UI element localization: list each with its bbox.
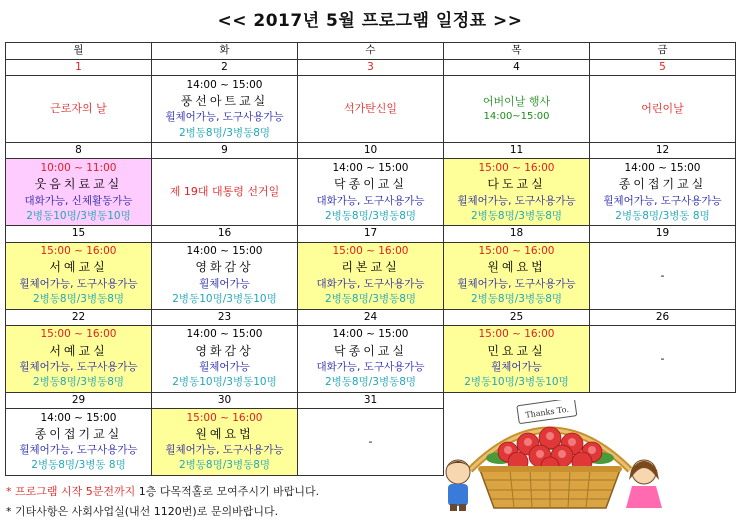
program-availability: 대화가능, 도구사용가능 (316, 194, 425, 207)
program-name: 영화감상 (195, 343, 254, 358)
date-number: 2 (152, 60, 298, 76)
program-capacity: 2병동8명/3병동8명 (470, 209, 563, 222)
date-number: 24 (298, 309, 444, 325)
program-time: 15:00 ~ 16:00 (478, 328, 555, 341)
date-number: 17 (298, 226, 444, 242)
program-cell (6, 325, 152, 392)
program-cell (6, 242, 152, 309)
program-time: 14:00 ~ 15:00 (186, 245, 263, 258)
date-row (6, 143, 736, 159)
date-number: 8 (6, 143, 152, 159)
program-cell (298, 325, 444, 392)
flower-basket-illustration (430, 400, 670, 512)
event-time: 14:00~15:00 (483, 110, 550, 122)
note-start-time: * 프로그램 시작 5분전까지 (6, 485, 136, 498)
program-availability: 휠체어가능, 도구사용가능 (19, 444, 138, 457)
date-number: 5 (590, 60, 736, 76)
program-name: 닥종이교실 (334, 177, 407, 192)
date-number: 10 (298, 143, 444, 159)
program-availability: 휠체어가능 (491, 360, 542, 373)
program-time: 14:00 ~ 15:00 (624, 161, 701, 174)
weekday-header: 금 (590, 43, 736, 60)
program-cell (152, 159, 298, 226)
program-cell (6, 159, 152, 226)
program-cell (444, 242, 590, 309)
note-contact: * 기타사항은 사회사업실(내선 1120번)로 문의바랍니다. (6, 505, 279, 518)
holiday-label: 근로자의 날 (50, 102, 107, 116)
program-name: 닥종이교실 (334, 343, 407, 358)
weekday-header: 월 (6, 43, 152, 60)
program-capacity: 2병동8명/3병동8명 (324, 209, 417, 222)
date-number: 16 (152, 226, 298, 242)
event-label: 어버이날 행사 (482, 95, 551, 108)
weekday-header: 화 (152, 43, 298, 60)
program-time: 10:00 ~ 11:00 (40, 161, 117, 174)
no-program: - (660, 351, 665, 365)
date-number: 25 (444, 309, 590, 325)
program-row (6, 76, 736, 143)
no-program: - (368, 435, 373, 449)
program-cell (590, 242, 736, 309)
program-capacity: 2병동10명/3병동10명 (172, 292, 277, 305)
program-time: 14:00 ~ 15:00 (332, 328, 409, 341)
program-row (6, 242, 736, 309)
date-number: 3 (298, 60, 444, 76)
program-cell (152, 325, 298, 392)
program-name: 종이접기교실 (34, 426, 123, 441)
program-capacity: 2병동8명/3병동8명 (32, 292, 125, 305)
weekday-header-row (6, 43, 736, 60)
program-cell (298, 242, 444, 309)
program-capacity: 2병동8명/3병동8명 (32, 376, 125, 389)
program-availability: 휠체어가능, 도구사용가능 (457, 277, 576, 290)
program-cell (444, 76, 590, 143)
date-row (6, 226, 736, 242)
date-number: 29 (6, 392, 152, 408)
program-time: 15:00 ~ 16:00 (332, 245, 409, 258)
program-time: 15:00 ~ 16:00 (186, 411, 263, 424)
program-capacity: 2병동8명/3병동8명 (324, 292, 417, 305)
program-capacity: 2병동8명/3병동 8명 (615, 209, 710, 222)
program-cell (298, 76, 444, 143)
program-cell (444, 325, 590, 392)
program-capacity: 2병동8명/3병동8명 (324, 376, 417, 389)
date-number: 1 (6, 60, 152, 76)
date-number: 11 (444, 143, 590, 159)
program-name: 종이접기교실 (618, 177, 707, 192)
program-time: 14:00 ~ 15:00 (186, 78, 263, 91)
program-cell (6, 76, 152, 143)
program-cell (444, 159, 590, 226)
program-capacity: 2병동10명/3병동10명 (172, 376, 277, 389)
program-cell (590, 325, 736, 392)
date-number: 30 (152, 392, 298, 408)
date-number: 19 (590, 226, 736, 242)
program-capacity: 2병동8명/3병동8명 (178, 459, 271, 472)
program-capacity: 2병동10명/3병동10명 (26, 209, 131, 222)
no-program: - (660, 268, 665, 282)
program-name: 풍선아트교실 (180, 93, 269, 108)
program-availability: 휠체어가능, 도구사용가능 (19, 360, 138, 373)
program-availability: 대화가능, 도구사용가능 (316, 277, 425, 290)
program-row (6, 325, 736, 392)
program-name: 다도교실 (487, 177, 546, 192)
program-capacity: 2병동10명/3병동10명 (464, 376, 569, 389)
program-cell (152, 409, 298, 476)
program-time: 15:00 ~ 16:00 (478, 245, 555, 258)
holiday-label: 석가탄신일 (343, 102, 398, 116)
date-number: 4 (444, 60, 590, 76)
program-availability: 휠체어가능 (199, 360, 250, 373)
date-number: 9 (152, 143, 298, 159)
program-cell (298, 409, 444, 476)
program-name: 리본교실 (341, 260, 400, 275)
program-availability: 대화가능, 신체활동가능 (24, 194, 133, 207)
basket-sign-text: Thanks To. (524, 404, 570, 420)
program-time: 15:00 ~ 16:00 (478, 161, 555, 174)
program-time: 15:00 ~ 16:00 (40, 328, 117, 341)
program-cell (590, 159, 736, 226)
date-number: 12 (590, 143, 736, 159)
program-time: 14:00 ~ 15:00 (186, 328, 263, 341)
program-row (6, 159, 736, 226)
note-gathering: 1층 다목적홀로 모여주시기 바랍니다. (135, 485, 320, 498)
program-time: 14:00 ~ 15:00 (40, 411, 117, 424)
date-number: 15 (6, 226, 152, 242)
program-availability: 휠체어가능, 도구사용가능 (603, 194, 722, 207)
program-cell (152, 76, 298, 143)
date-number: 23 (152, 309, 298, 325)
program-cell (6, 409, 152, 476)
program-availability: 휠체어가능, 도구사용가능 (165, 444, 284, 457)
program-cell (152, 242, 298, 309)
program-availability: 휠체어가능, 도구사용가능 (165, 111, 284, 124)
program-cell (298, 159, 444, 226)
holiday-label: 어린이날 (641, 102, 684, 116)
program-capacity: 2병동8명/3병동8명 (470, 292, 563, 305)
date-number: 22 (6, 309, 152, 325)
program-name: 영화감상 (195, 260, 254, 275)
holiday-label: 제 19대 대통령 선거일 (169, 185, 280, 199)
program-name: 서예교실 (49, 343, 108, 358)
program-name: 웃음치료교실 (34, 177, 123, 192)
date-number: 31 (298, 392, 444, 408)
program-cell (590, 76, 736, 143)
program-availability: 휠체어가능 (199, 277, 250, 290)
program-name: 원예요법 (195, 426, 254, 441)
page-title: << 2017년 5월 프로그램 일정표 >> (217, 11, 523, 31)
weekday-header: 목 (444, 43, 590, 60)
date-number: 26 (590, 309, 736, 325)
date-row (6, 60, 736, 76)
program-capacity: 2병동8명/3병동8명 (178, 126, 271, 139)
program-name: 원예요법 (487, 260, 546, 275)
weekday-header: 수 (298, 43, 444, 60)
date-row (6, 309, 736, 325)
notes (6, 482, 319, 522)
program-availability: 휠체어가능, 도구사용가능 (19, 277, 138, 290)
program-time: 15:00 ~ 16:00 (40, 245, 117, 258)
program-capacity: 2병동8명/3병동 8명 (31, 459, 126, 472)
program-time: 14:00 ~ 15:00 (332, 161, 409, 174)
date-number: 18 (444, 226, 590, 242)
program-name: 서예교실 (49, 260, 108, 275)
program-availability: 휠체어가능, 도구사용가능 (457, 194, 576, 207)
program-availability: 대화가능, 도구사용가능 (316, 360, 425, 373)
program-name: 민요교실 (487, 343, 546, 358)
